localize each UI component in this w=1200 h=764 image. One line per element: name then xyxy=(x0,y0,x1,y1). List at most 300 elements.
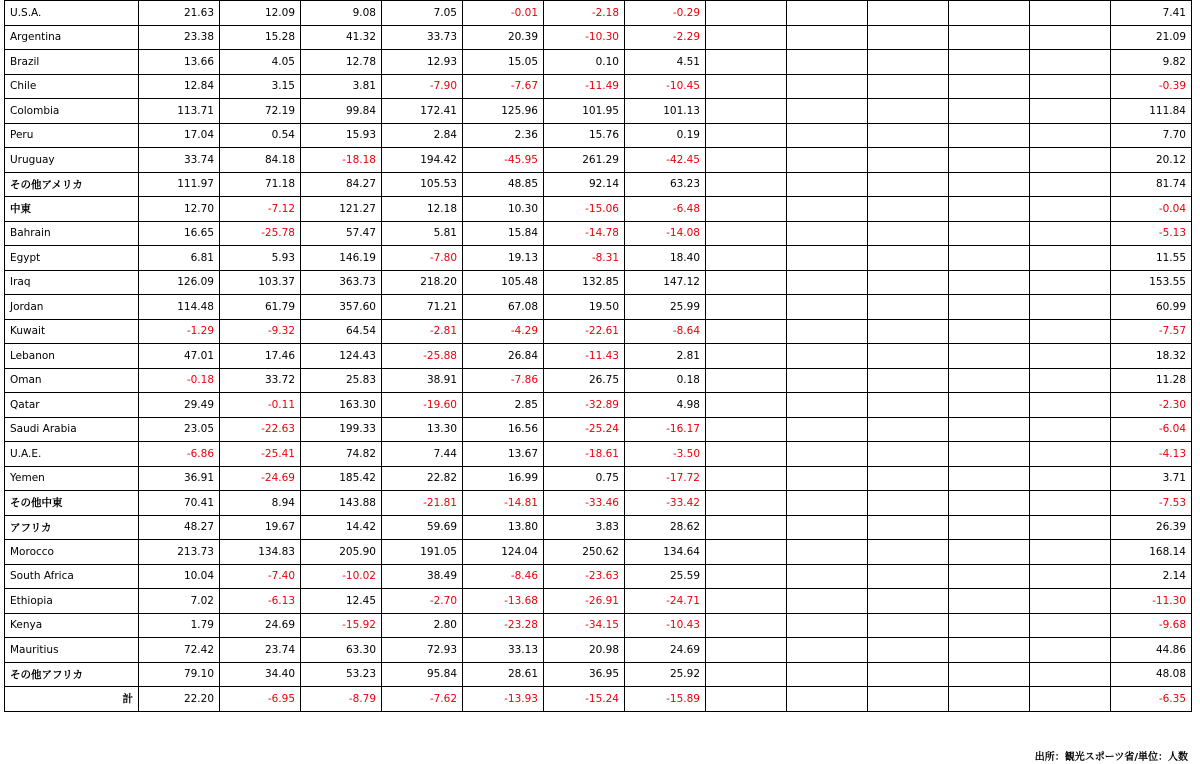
value-cell: 71.18 xyxy=(220,172,301,197)
summary-value-cell: 26.39 xyxy=(1111,515,1192,540)
value-cell: 17.04 xyxy=(139,123,220,148)
value-cell: 101.95 xyxy=(544,99,625,124)
value-cell: 17.46 xyxy=(220,344,301,369)
empty-cell xyxy=(706,221,787,246)
empty-cell xyxy=(787,1,868,26)
value-cell: 53.23 xyxy=(301,662,382,687)
empty-cell xyxy=(787,148,868,173)
value-cell: -9.32 xyxy=(220,319,301,344)
summary-value-cell: 7.70 xyxy=(1111,123,1192,148)
value-cell: -23.63 xyxy=(544,564,625,589)
summary-value-cell: -6.35 xyxy=(1111,687,1192,712)
value-cell: 12.78 xyxy=(301,50,382,75)
empty-cell xyxy=(868,197,949,222)
table-row xyxy=(5,295,1192,320)
empty-cell xyxy=(1030,172,1111,197)
empty-cell xyxy=(1030,74,1111,99)
value-cell: -26.91 xyxy=(544,589,625,614)
empty-cell xyxy=(706,368,787,393)
value-cell: -21.81 xyxy=(382,491,463,516)
value-cell: 20.39 xyxy=(463,25,544,50)
value-cell: 126.09 xyxy=(139,270,220,295)
summary-value-cell: 168.14 xyxy=(1111,540,1192,565)
empty-cell xyxy=(949,172,1030,197)
row-label: Lebanon xyxy=(5,344,139,369)
value-cell: 15.84 xyxy=(463,221,544,246)
empty-cell xyxy=(1030,123,1111,148)
value-cell: 16.99 xyxy=(463,466,544,491)
data-table xyxy=(4,0,1192,712)
value-cell: 218.20 xyxy=(382,270,463,295)
value-cell: 15.28 xyxy=(220,25,301,50)
summary-value-cell: -11.30 xyxy=(1111,589,1192,614)
empty-cell xyxy=(787,491,868,516)
value-cell: 72.93 xyxy=(382,638,463,663)
value-cell: -15.92 xyxy=(301,613,382,638)
value-cell: 185.42 xyxy=(301,466,382,491)
value-cell: 0.10 xyxy=(544,50,625,75)
empty-cell xyxy=(1030,221,1111,246)
empty-cell xyxy=(949,613,1030,638)
row-label: Morocco xyxy=(5,540,139,565)
empty-cell xyxy=(787,295,868,320)
value-cell: 12.93 xyxy=(382,50,463,75)
empty-cell xyxy=(1030,662,1111,687)
value-cell: 24.69 xyxy=(625,638,706,663)
value-cell: -7.62 xyxy=(382,687,463,712)
table-row xyxy=(5,50,1192,75)
row-label: Chile xyxy=(5,74,139,99)
value-cell: -16.17 xyxy=(625,417,706,442)
empty-cell xyxy=(1030,540,1111,565)
empty-cell xyxy=(706,25,787,50)
table-row xyxy=(5,25,1192,50)
value-cell: 8.94 xyxy=(220,491,301,516)
value-cell: 33.72 xyxy=(220,368,301,393)
summary-value-cell: 153.55 xyxy=(1111,270,1192,295)
row-label: Qatar xyxy=(5,393,139,418)
empty-cell xyxy=(787,221,868,246)
value-cell: -24.71 xyxy=(625,589,706,614)
value-cell: 25.83 xyxy=(301,368,382,393)
value-cell: 74.82 xyxy=(301,442,382,467)
value-cell: 36.95 xyxy=(544,662,625,687)
value-cell: 213.73 xyxy=(139,540,220,565)
empty-cell xyxy=(787,270,868,295)
value-cell: 13.30 xyxy=(382,417,463,442)
empty-cell xyxy=(1030,442,1111,467)
empty-cell xyxy=(706,638,787,663)
value-cell: 92.14 xyxy=(544,172,625,197)
value-cell: 15.76 xyxy=(544,123,625,148)
empty-cell xyxy=(706,295,787,320)
value-cell: 21.63 xyxy=(139,1,220,26)
value-cell: -42.45 xyxy=(625,148,706,173)
value-cell: 3.81 xyxy=(301,74,382,99)
table-row xyxy=(5,368,1192,393)
empty-cell xyxy=(706,123,787,148)
empty-cell xyxy=(949,99,1030,124)
summary-value-cell: 3.71 xyxy=(1111,466,1192,491)
row-label: Peru xyxy=(5,123,139,148)
value-cell: 19.67 xyxy=(220,515,301,540)
value-cell: 63.23 xyxy=(625,172,706,197)
summary-value-cell: 81.74 xyxy=(1111,172,1192,197)
empty-cell xyxy=(949,687,1030,712)
value-cell: 7.05 xyxy=(382,1,463,26)
value-cell: 261.29 xyxy=(544,148,625,173)
empty-cell xyxy=(1030,344,1111,369)
value-cell: -10.30 xyxy=(544,25,625,50)
value-cell: -10.45 xyxy=(625,74,706,99)
row-label: U.S.A. xyxy=(5,1,139,26)
value-cell: 67.08 xyxy=(463,295,544,320)
empty-cell xyxy=(787,50,868,75)
row-label: Ethiopia xyxy=(5,589,139,614)
value-cell: 19.50 xyxy=(544,295,625,320)
value-cell: 2.85 xyxy=(463,393,544,418)
empty-cell xyxy=(1030,515,1111,540)
table-row xyxy=(5,74,1192,99)
value-cell: -45.95 xyxy=(463,148,544,173)
value-cell: 363.73 xyxy=(301,270,382,295)
empty-cell xyxy=(949,515,1030,540)
value-cell: -3.50 xyxy=(625,442,706,467)
row-label: Yemen xyxy=(5,466,139,491)
value-cell: 2.80 xyxy=(382,613,463,638)
empty-cell xyxy=(787,344,868,369)
empty-cell xyxy=(787,442,868,467)
empty-cell xyxy=(706,540,787,565)
value-cell: -2.70 xyxy=(382,589,463,614)
empty-cell xyxy=(706,662,787,687)
table-row xyxy=(5,270,1192,295)
value-cell: 12.18 xyxy=(382,197,463,222)
empty-cell xyxy=(949,295,1030,320)
value-cell: 105.48 xyxy=(463,270,544,295)
value-cell: 101.13 xyxy=(625,99,706,124)
table-row xyxy=(5,491,1192,516)
value-cell: 9.08 xyxy=(301,1,382,26)
value-cell: -2.81 xyxy=(382,319,463,344)
empty-cell xyxy=(1030,368,1111,393)
empty-cell xyxy=(949,540,1030,565)
empty-cell xyxy=(868,99,949,124)
empty-cell xyxy=(868,74,949,99)
empty-cell xyxy=(787,662,868,687)
row-label: アフリカ xyxy=(5,515,139,540)
value-cell: -8.79 xyxy=(301,687,382,712)
empty-cell xyxy=(949,368,1030,393)
empty-cell xyxy=(868,393,949,418)
empty-cell xyxy=(868,613,949,638)
value-cell: 105.53 xyxy=(382,172,463,197)
table-row xyxy=(5,172,1192,197)
row-label: その他アフリカ xyxy=(5,662,139,687)
table-row xyxy=(5,393,1192,418)
row-label: Jordan xyxy=(5,295,139,320)
value-cell: -19.60 xyxy=(382,393,463,418)
empty-cell xyxy=(1030,148,1111,173)
summary-value-cell: 7.41 xyxy=(1111,1,1192,26)
summary-value-cell: 11.55 xyxy=(1111,246,1192,271)
row-label: 中東 xyxy=(5,197,139,222)
value-cell: 23.38 xyxy=(139,25,220,50)
value-cell: -4.29 xyxy=(463,319,544,344)
empty-cell xyxy=(1030,589,1111,614)
empty-cell xyxy=(868,270,949,295)
empty-cell xyxy=(949,589,1030,614)
row-label: 計 xyxy=(5,687,139,712)
empty-cell xyxy=(1030,564,1111,589)
table-row xyxy=(5,515,1192,540)
empty-cell xyxy=(868,564,949,589)
empty-cell xyxy=(706,417,787,442)
value-cell: 5.93 xyxy=(220,246,301,271)
empty-cell xyxy=(706,344,787,369)
value-cell: 18.40 xyxy=(625,246,706,271)
value-cell: -0.18 xyxy=(139,368,220,393)
value-cell: 25.99 xyxy=(625,295,706,320)
table-row xyxy=(5,662,1192,687)
value-cell: 0.54 xyxy=(220,123,301,148)
empty-cell xyxy=(1030,393,1111,418)
value-cell: 205.90 xyxy=(301,540,382,565)
value-cell: 113.71 xyxy=(139,99,220,124)
empty-cell xyxy=(787,417,868,442)
table-row xyxy=(5,687,1192,712)
value-cell: 250.62 xyxy=(544,540,625,565)
empty-cell xyxy=(706,687,787,712)
value-cell: 71.21 xyxy=(382,295,463,320)
empty-cell xyxy=(949,74,1030,99)
row-label: Bahrain xyxy=(5,221,139,246)
value-cell: 61.79 xyxy=(220,295,301,320)
value-cell: 1.79 xyxy=(139,613,220,638)
row-label: Oman xyxy=(5,368,139,393)
empty-cell xyxy=(706,466,787,491)
table-row xyxy=(5,466,1192,491)
value-cell: -6.13 xyxy=(220,589,301,614)
value-cell: 125.96 xyxy=(463,99,544,124)
value-cell: 121.27 xyxy=(301,197,382,222)
value-cell: 194.42 xyxy=(382,148,463,173)
value-cell: 38.49 xyxy=(382,564,463,589)
empty-cell xyxy=(706,515,787,540)
value-cell: 13.80 xyxy=(463,515,544,540)
value-cell: -13.68 xyxy=(463,589,544,614)
empty-cell xyxy=(868,368,949,393)
source-note: 出所：観光スポーツ省/単位：人数 xyxy=(1034,752,1188,763)
value-cell: 72.19 xyxy=(220,99,301,124)
value-cell: -15.24 xyxy=(544,687,625,712)
empty-cell xyxy=(868,319,949,344)
value-cell: 13.66 xyxy=(139,50,220,75)
value-cell: 19.13 xyxy=(463,246,544,271)
value-cell: 6.81 xyxy=(139,246,220,271)
value-cell: -15.06 xyxy=(544,197,625,222)
value-cell: 0.19 xyxy=(625,123,706,148)
empty-cell xyxy=(949,638,1030,663)
empty-cell xyxy=(1030,466,1111,491)
empty-cell xyxy=(1030,1,1111,26)
value-cell: 2.36 xyxy=(463,123,544,148)
summary-value-cell: 111.84 xyxy=(1111,99,1192,124)
row-label: その他中東 xyxy=(5,491,139,516)
value-cell: 4.51 xyxy=(625,50,706,75)
value-cell: -0.11 xyxy=(220,393,301,418)
value-cell: -8.31 xyxy=(544,246,625,271)
value-cell: 95.84 xyxy=(382,662,463,687)
empty-cell xyxy=(949,25,1030,50)
empty-cell xyxy=(949,148,1030,173)
empty-cell xyxy=(1030,638,1111,663)
summary-value-cell: -4.13 xyxy=(1111,442,1192,467)
empty-cell xyxy=(787,638,868,663)
empty-cell xyxy=(787,368,868,393)
value-cell: -25.24 xyxy=(544,417,625,442)
table-row xyxy=(5,564,1192,589)
empty-cell xyxy=(949,197,1030,222)
row-label: Saudi Arabia xyxy=(5,417,139,442)
empty-cell xyxy=(949,344,1030,369)
summary-value-cell: -6.04 xyxy=(1111,417,1192,442)
row-label: South Africa xyxy=(5,564,139,589)
value-cell: 4.05 xyxy=(220,50,301,75)
empty-cell xyxy=(1030,25,1111,50)
table-row xyxy=(5,148,1192,173)
value-cell: -17.72 xyxy=(625,466,706,491)
value-cell: 3.15 xyxy=(220,74,301,99)
value-cell: -25.88 xyxy=(382,344,463,369)
value-cell: -7.80 xyxy=(382,246,463,271)
value-cell: 26.75 xyxy=(544,368,625,393)
empty-cell xyxy=(706,270,787,295)
empty-cell xyxy=(706,393,787,418)
empty-cell xyxy=(868,123,949,148)
value-cell: 13.67 xyxy=(463,442,544,467)
value-cell: 357.60 xyxy=(301,295,382,320)
row-label: Brazil xyxy=(5,50,139,75)
value-cell: -24.69 xyxy=(220,466,301,491)
empty-cell xyxy=(868,662,949,687)
value-cell: 84.27 xyxy=(301,172,382,197)
value-cell: -0.29 xyxy=(625,1,706,26)
value-cell: 84.18 xyxy=(220,148,301,173)
value-cell: -6.48 xyxy=(625,197,706,222)
empty-cell xyxy=(706,564,787,589)
empty-cell xyxy=(706,442,787,467)
value-cell: -25.78 xyxy=(220,221,301,246)
empty-cell xyxy=(787,99,868,124)
empty-cell xyxy=(706,197,787,222)
value-cell: -6.86 xyxy=(139,442,220,467)
value-cell: -23.28 xyxy=(463,613,544,638)
empty-cell xyxy=(706,172,787,197)
value-cell: 48.85 xyxy=(463,172,544,197)
empty-cell xyxy=(868,344,949,369)
value-cell: -25.41 xyxy=(220,442,301,467)
value-cell: 34.40 xyxy=(220,662,301,687)
empty-cell xyxy=(868,442,949,467)
summary-value-cell: 20.12 xyxy=(1111,148,1192,173)
row-label: Iraq xyxy=(5,270,139,295)
value-cell: 59.69 xyxy=(382,515,463,540)
summary-value-cell: 11.28 xyxy=(1111,368,1192,393)
empty-cell xyxy=(1030,319,1111,344)
summary-value-cell: -7.53 xyxy=(1111,491,1192,516)
table-row xyxy=(5,221,1192,246)
empty-cell xyxy=(868,295,949,320)
table-row xyxy=(5,197,1192,222)
empty-cell xyxy=(1030,687,1111,712)
value-cell: -1.29 xyxy=(139,319,220,344)
empty-cell xyxy=(949,417,1030,442)
value-cell: 29.49 xyxy=(139,393,220,418)
empty-cell xyxy=(868,50,949,75)
empty-cell xyxy=(706,589,787,614)
value-cell: 33.73 xyxy=(382,25,463,50)
value-cell: 28.62 xyxy=(625,515,706,540)
table-row xyxy=(5,638,1192,663)
empty-cell xyxy=(1030,99,1111,124)
empty-cell xyxy=(787,172,868,197)
value-cell: 28.61 xyxy=(463,662,544,687)
empty-cell xyxy=(949,491,1030,516)
value-cell: 12.45 xyxy=(301,589,382,614)
value-cell: 41.32 xyxy=(301,25,382,50)
summary-value-cell: 60.99 xyxy=(1111,295,1192,320)
value-cell: 36.91 xyxy=(139,466,220,491)
value-cell: -8.46 xyxy=(463,564,544,589)
summary-value-cell: 21.09 xyxy=(1111,25,1192,50)
value-cell: -14.08 xyxy=(625,221,706,246)
empty-cell xyxy=(949,50,1030,75)
value-cell: 12.09 xyxy=(220,1,301,26)
empty-cell xyxy=(868,246,949,271)
row-label: Kenya xyxy=(5,613,139,638)
value-cell: 16.56 xyxy=(463,417,544,442)
empty-cell xyxy=(868,638,949,663)
empty-cell xyxy=(868,466,949,491)
value-cell: 15.05 xyxy=(463,50,544,75)
empty-cell xyxy=(787,613,868,638)
value-cell: -18.61 xyxy=(544,442,625,467)
value-cell: -33.42 xyxy=(625,491,706,516)
empty-cell xyxy=(787,123,868,148)
empty-cell xyxy=(787,393,868,418)
value-cell: 72.42 xyxy=(139,638,220,663)
value-cell: 0.18 xyxy=(625,368,706,393)
empty-cell xyxy=(949,564,1030,589)
value-cell: 23.74 xyxy=(220,638,301,663)
empty-cell xyxy=(868,515,949,540)
value-cell: 12.70 xyxy=(139,197,220,222)
empty-cell xyxy=(949,123,1030,148)
table-row xyxy=(5,123,1192,148)
value-cell: 134.83 xyxy=(220,540,301,565)
empty-cell xyxy=(787,515,868,540)
empty-cell xyxy=(868,589,949,614)
value-cell: -22.61 xyxy=(544,319,625,344)
table-row xyxy=(5,344,1192,369)
summary-value-cell: -7.57 xyxy=(1111,319,1192,344)
summary-value-cell: 18.32 xyxy=(1111,344,1192,369)
row-label: Egypt xyxy=(5,246,139,271)
row-label: その他アメリカ xyxy=(5,172,139,197)
empty-cell xyxy=(868,25,949,50)
value-cell: 191.05 xyxy=(382,540,463,565)
